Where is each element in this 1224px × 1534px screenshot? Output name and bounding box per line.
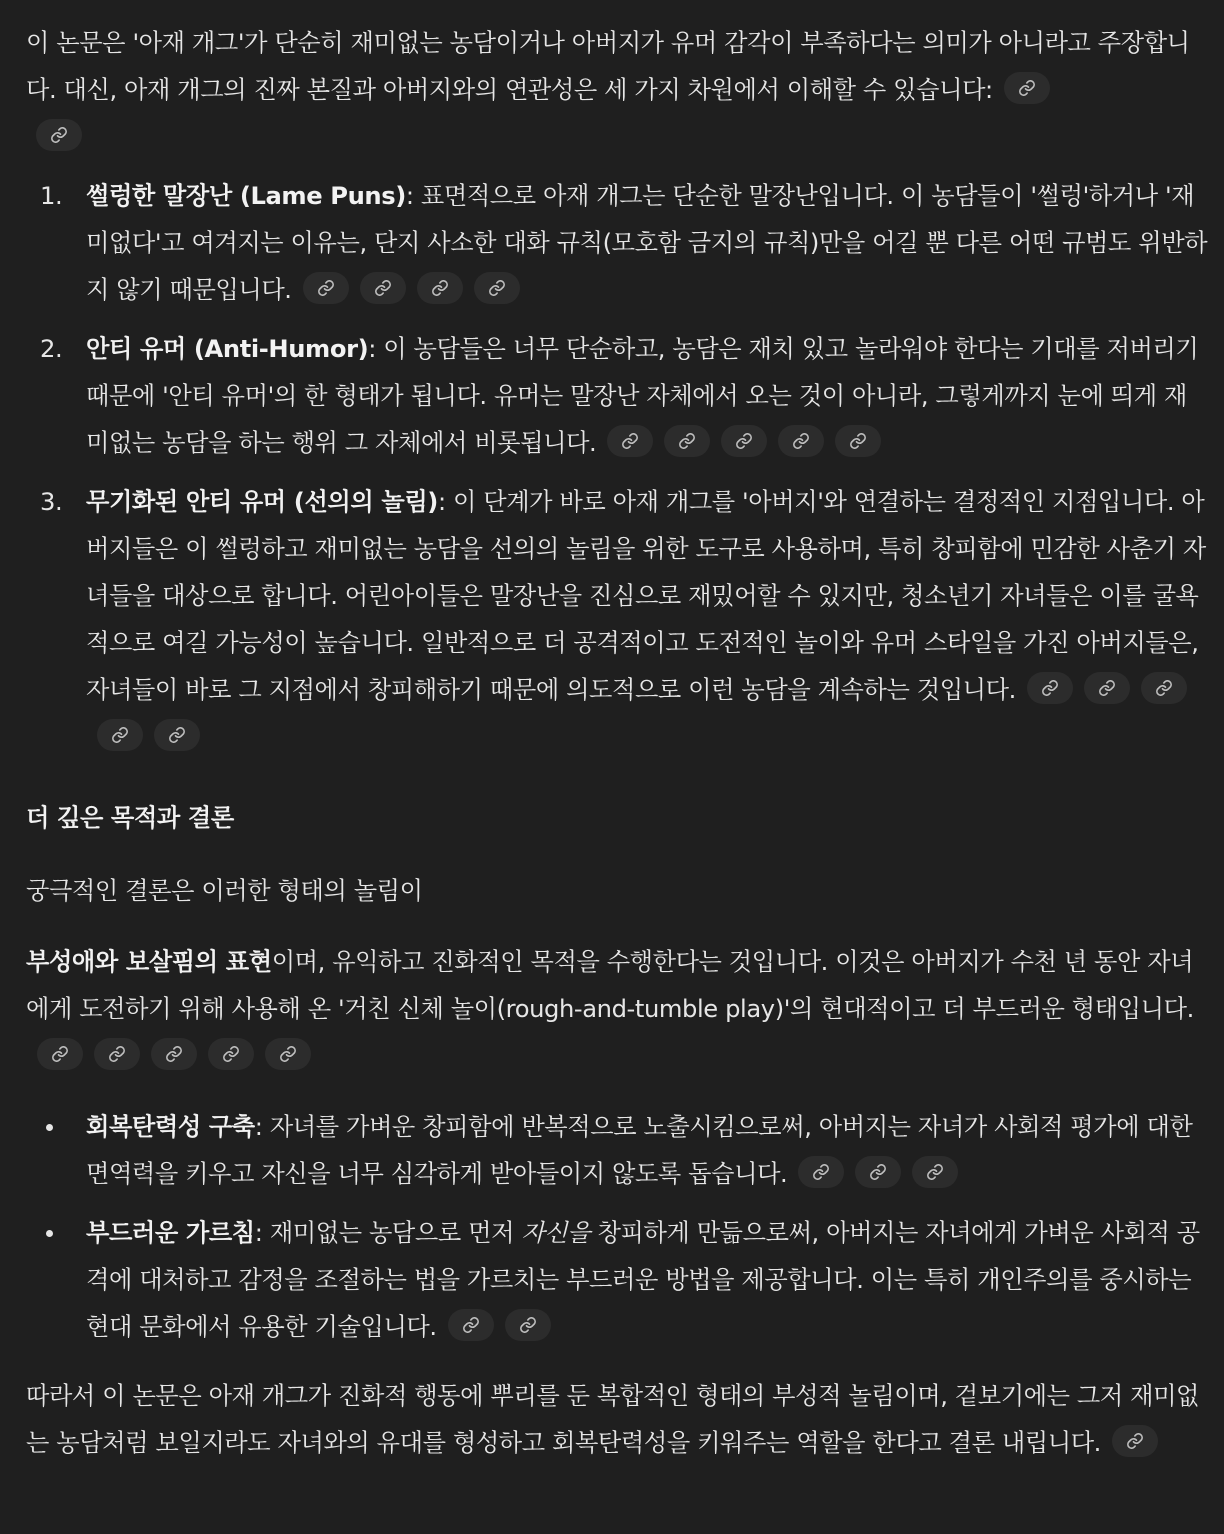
citation-link[interactable] (505, 1309, 551, 1341)
link-icon (792, 432, 810, 450)
item-title: 안티 유머 (Anti-Humor) (86, 335, 369, 363)
section-lead: 궁극적인 결론은 이러한 형태의 놀림이 (26, 877, 423, 905)
link-icon (735, 432, 753, 450)
citation-link[interactable] (360, 272, 406, 304)
link-icon (1041, 679, 1059, 697)
citation-link[interactable] (303, 272, 349, 304)
citation-link[interactable] (97, 719, 143, 751)
item-text: : 이 단계가 바로 아재 개그를 '아버지'와 연결하는 결정적인 지점입니다. 아버지들은 이 썰렁하고 재미없는 농담을 선의의 놀림을 위한 도구로 사용하며, 특히 창피함에 민감한 사춘기 자녀들을 대상으로 합니다. 어린아이들은 말장난을 진심으로 재밌어할 수 있지만, 청소년기 자녀들은 이를 굴욕적으로 여길 가능성이 높습니다. 일반적으로 더 공격적이고 도전적인 놀이와 유머 스타일을 가진 아버지들은, 자녀들이 바로 그 지점에서 창피해하기 때문에 의도적으로 이런 농담을 계속하는 것입니다. (86, 488, 1206, 704)
list-item (26, 1104, 1208, 1198)
link-icon (374, 279, 392, 297)
link-icon (168, 726, 186, 744)
citation-link[interactable] (607, 425, 653, 457)
citation-link[interactable] (1004, 72, 1050, 104)
link-icon (279, 1045, 297, 1063)
link-icon (51, 1045, 69, 1063)
link-icon (111, 726, 129, 744)
item-title: 썰렁한 말장난 (Lame Puns) (86, 182, 406, 210)
dimensions-list (26, 173, 1208, 761)
citation-link[interactable] (448, 1309, 494, 1341)
list-number: 3. (40, 488, 63, 516)
item-text: 창피하게 만듦으로써, 아버지는 자녀에게 가벼운 사회적 공격에 대처하고 감정을 조절하는 법을 가르치는 부드러운 방법을 제공합니다. 이는 특히 개인주의를 중시하는 현대 문화에서 유용한 기술입니다. (86, 1219, 1200, 1341)
conclusion-paragraph (26, 1373, 1208, 1467)
list-item (26, 479, 1208, 761)
citation-link[interactable] (1084, 672, 1130, 704)
link-icon (462, 1316, 480, 1334)
link-icon (1126, 1432, 1144, 1450)
item-text: : 재미없는 농담으로 먼저 (254, 1219, 522, 1247)
link-icon (1155, 679, 1173, 697)
link-icon (1018, 79, 1036, 97)
link-icon (431, 279, 449, 297)
link-icon (1098, 679, 1116, 697)
link-icon (165, 1045, 183, 1063)
link-icon (812, 1163, 830, 1181)
citation-link[interactable] (912, 1156, 958, 1188)
citation-link[interactable] (1141, 672, 1187, 704)
link-icon (519, 1316, 537, 1334)
link-icon (50, 126, 68, 144)
section-text: 이며, 유익하고 진화적인 목적을 수행한다는 것입니다. 이것은 아버지가 수천 년 동안 자녀에게 도전하기 위해 사용해 온 '거친 신체 놀이(rough-and-tumble play)'의 현대적이고 더 부드러운 형태입니다. (26, 948, 1194, 1023)
list-number: 1. (40, 182, 63, 210)
section-emphasis: 부성애와 보살핌의 표현 (26, 948, 272, 976)
item-text: : 자녀를 가벼운 창피함에 반복적으로 노출시킴으로써, 아버지는 자녀가 사회적 평가에 대한 면역력을 키우고 자신을 너무 심각하게 받아들이지 않도록 돕습니다. (86, 1113, 1193, 1188)
item-text: : 이 농담들은 너무 단순하고, 농담은 재치 있고 놀라워야 한다는 기대를 저버리기 때문에 '안티 유머'의 한 형태가 됩니다. 유머는 말장난 자체에서 오는 것이 아니라, 그렇게까지 눈에 띄게 재미없는 농담을 하는 행위 그 자체에서 비롯됩니다. (86, 335, 1199, 457)
citation-link[interactable] (94, 1038, 140, 1070)
citation-link[interactable] (208, 1038, 254, 1070)
link-icon (926, 1163, 944, 1181)
citation-link[interactable] (778, 425, 824, 457)
citation-link[interactable] (154, 719, 200, 751)
link-icon (869, 1163, 887, 1181)
link-icon (488, 279, 506, 297)
item-text: : 표면적으로 아재 개그는 단순한 말장난입니다. 이 농담들이 '썰렁'하거나 '재미없다'고 여겨지는 이유는, 단지 사소한 대화 규칙(모호함 금지의 규칙)만을 어길 뿐 다른 어떤 규범도 위반하지 않기 때문입니다. (86, 182, 1208, 304)
citation-link[interactable] (835, 425, 881, 457)
link-icon (678, 432, 696, 450)
bullet-dot (46, 1230, 53, 1237)
list-number: 2. (40, 335, 63, 363)
link-icon (849, 432, 867, 450)
citation-link[interactable] (417, 272, 463, 304)
intro-text: 이 논문은 '아재 개그'가 단순히 재미없는 농담이거나 아버지가 유머 감각이 부족하다는 의미가 아니라고 주장합니다. 대신, 아재 개그의 진짜 본질과 아버지와의 연관성은 세 가지 차원에서 이해할 수 있습니다: (26, 29, 1190, 104)
citation-link[interactable] (721, 425, 767, 457)
citation-link[interactable] (151, 1038, 197, 1070)
citation-link[interactable] (474, 272, 520, 304)
item-title: 무기화된 안티 유머 (선의의 놀림) (86, 488, 438, 516)
link-icon (621, 432, 639, 450)
section-paragraph (26, 939, 1208, 1080)
item-italic: 자신을 (521, 1219, 591, 1247)
intro-paragraph (26, 20, 1208, 161)
citation-link[interactable] (1027, 672, 1073, 704)
section-heading: 더 깊은 목적과 결론 (26, 804, 234, 832)
response-content (26, 20, 1208, 1491)
citation-link[interactable] (265, 1038, 311, 1070)
conclusion-text: 따라서 이 논문은 아재 개그가 진화적 행동에 뿌리를 둔 복합적인 형태의 부성적 놀림이며, 겉보기에는 그저 재미없는 농담처럼 보일지라도 자녀와의 유대를 형성하고 회복탄력성을 키워주는 역할을 한다고 결론 내립니다. (26, 1382, 1200, 1457)
bullet-dot (46, 1124, 53, 1131)
item-title: 회복탄력성 구축 (86, 1113, 255, 1141)
citation-link[interactable] (798, 1156, 844, 1188)
list-item (26, 173, 1208, 314)
citation-link[interactable] (664, 425, 710, 457)
citation-link[interactable] (855, 1156, 901, 1188)
link-icon (222, 1045, 240, 1063)
item-title: 부드러운 가르침 (86, 1219, 255, 1247)
citation-link[interactable] (1112, 1425, 1158, 1457)
citation-link[interactable] (36, 119, 82, 151)
bullet-list (26, 1104, 1208, 1351)
list-item (26, 326, 1208, 467)
link-icon (108, 1045, 126, 1063)
list-item (26, 1210, 1208, 1351)
link-icon (317, 279, 335, 297)
citation-link[interactable] (37, 1038, 83, 1070)
